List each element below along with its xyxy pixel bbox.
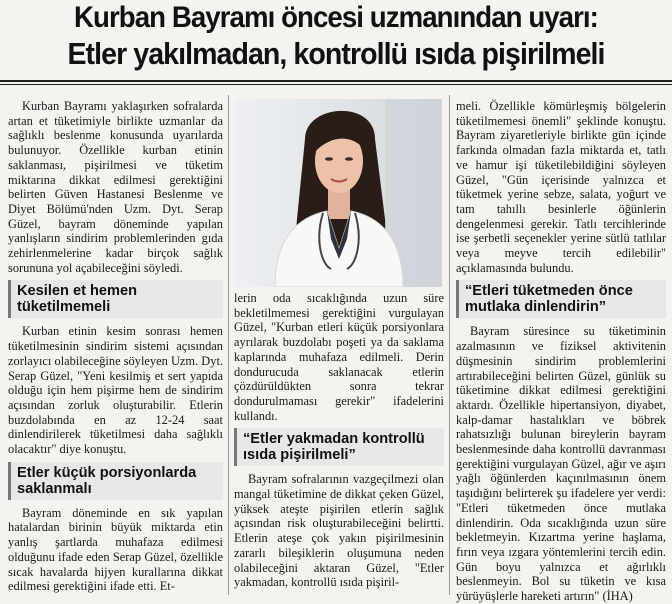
paragraph: Bayram döneminde en sık yapılan hatalardan birinin büyük miktarda etin yanlış şartlarda muhafaza edilmesi olduğunu ifade eden Serap Güzel, özellikle sıcak havalarda hijyen kurallarına dikkat edilmesi gerektiğini ifade etti. Et-	[8, 505, 223, 594]
portrait-illustration	[235, 99, 442, 287]
article-column-3	[456, 99, 666, 604]
headline-line-1: Kurban Bayramı öncesi uzmanından uyarı:	[74, 1, 598, 34]
article-column-1	[8, 99, 223, 594]
paragraph: Kurban Bayramı yaklaşırken sofralarda artan et tüketimiyle birlikte uzmanlar da sağlıklı beslenme konusunda uyarılarda bulunuyor. Özellikle kurban etinin saklanması, pişirilmesi ve tüketim miktarına dikkat edilmesi gerektiğini belirten Güven Hastanesi Beslenme ve Diyet Bölümü'nden Uzm. Dyt. Serap Güzel, bayram döneminde yapılan yanlışların sindirim problemlerinden gıda zehirlenmelerine kadar birçok sağlık sorununa yol açabileceğini söyledi.	[8, 99, 223, 275]
column-divider	[449, 95, 450, 595]
headline-rule-top	[0, 80, 672, 82]
column-divider	[228, 95, 229, 595]
paragraph: lerin oda sıcaklığında uzun süre bekletilmemesi gerektiğini vurgulayan Güzel, "Kurban etleri küçük porsiyonlara ayrılarak buzdolabı poşeti ya da saklama kaplarında muhafaza edilmeli. Derin dondurucuda saklanacak etlerin çözdürüldükten sonra tekrar dondurulmaması gerekir" ifadelerini kullandı.	[234, 291, 444, 423]
subheading-dinlendirin: “Etleri tüketmeden önce mutlaka dinlendirin”	[456, 280, 666, 318]
article-column-2	[234, 291, 444, 590]
paragraph: meli. Özellikle kömürleşmiş bölgelerin tüketilmemesi önemli" şeklinde konuştu. Bayram ziyaretleriyle birlikte gün içinde farkında olmadan fazla miktarda et, tatlı ve hamur işi tüketilebildiğini söyleyen Güzel, "Gün içerisinde yalnızca et tüketmek yerine sebze, salata, yoğurt ve tam tahıllı besinlerle öğünlerin dengelenmesi gerekir. Tatlı tercihlerinde ise şerbetli seçenekler yerine sütlü tatlılar veya meyve tercih edilebilir" açıklamasında bulundu.	[456, 99, 666, 275]
paragraph: Bayram sofralarının vazgeçilmezi olan mangal tüketimine de dikkat çeken Güzel, yüksek ateşte pişirilen etlerin sağlık açısından risk oluşturabileceğini belirtti. Etlerin ateşe çok yakın pişirilmesinin zararlı bileşiklerin oluşumuna neden olabileceğini aktaran Güzel, "Etler yakmadan, kontrollü ısıda pişiril-	[234, 472, 444, 590]
subheading-kesilen-et: Kesilen et hemen tüketilmemeli	[8, 280, 223, 318]
paragraph: Kurban etinin kesim sonrası hemen tüketilmesinin sindirim sistemi açısından zorlayıcı olabileceğine söyleyen Uzm. Dyt. Serap Güzel, "Yeni kesilmiş et sert yapıda olduğu için hem pişirme hem de sindirim açısından zorluk oluşturabilir. Etlerin buzdolabında en az 12-24 saat dinlendirilerek tüketilmesi daha sağlıklı olacaktır" diye konuştu.	[8, 324, 223, 457]
subheading-etler-yakmadan: “Etler yakmadan kontrollü ısıda pişirilmeli”	[234, 428, 444, 466]
subheading-kucuk-porsiyon: Etler küçük porsiyonlarda saklanmalı	[8, 462, 223, 500]
headline-line-2: Etler yakılmadan, kontrollü ısıda pişirilmeli	[67, 36, 605, 71]
headline	[2, 0, 670, 72]
headline-rule-bottom	[0, 84, 672, 85]
paragraph: Bayram süresince su tüketiminin azalmasının ve fiziksel aktivitenin düşmesinin sindirim problemlerini artırabileceğini belirten Güzel, günlük su tüketimine dikkat edilmesi gerektiğini aktardı. Özellikle hipertansiyon, diyabet, kalp-damar hastalıkları ve böbrek rahatsızlığı bulunan bireylerin bayram beslenmesinde daha kontrollü davranması gerektiğini vurgulayan Güzel, ağır ve aşırı yağlı öğünlerden kaçınılmasının önem taşıdığını belirterek şu ifadelere yer verdi: "Etleri tüketmeden önce mutlaka dinlendirin. Oda sıcaklığında uzun süre bekletmeyin. Kızartma yerine haşlama, fırın veya ızgara yöntemlerini tercih edin. Gün boyu yalnızca et ağırlıklı beslenmeyin. Bol su tüketin ve kısa yürüyüşlerle hareketi artırın" (İHA)	[456, 324, 666, 604]
photo-serap-guzel	[235, 99, 442, 287]
